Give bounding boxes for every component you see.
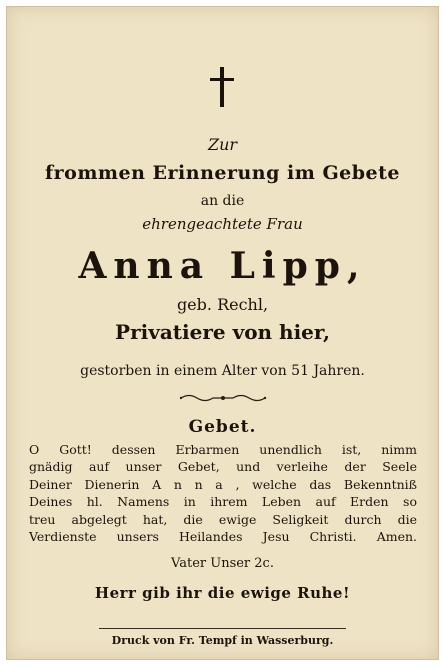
cross-icon: [7, 67, 438, 111]
divider-line: [99, 628, 346, 629]
maiden-name: geb. Rechl,: [176, 295, 269, 314]
text-ehrengeachtete-frau: ehrengeachtete Frau: [142, 215, 303, 233]
occupation: Privatiere von hier,: [115, 320, 330, 344]
prayer-line: O Gott! dessen Erbarmen unendlich ist, nimm: [29, 442, 417, 457]
text-an-die: an die: [200, 193, 245, 209]
age-at-death: gestorben in einem Alter von 51 Jahren.: [80, 363, 365, 379]
prayer-line: treu abgelegt hat, die ewige Seligkeit durch die: [29, 511, 417, 527]
heading-frommen-erinnerung: frommen Erinnerung im Gebete: [44, 162, 401, 184]
printer-credit: Druck von Fr. Tempf in Wasserburg.: [111, 634, 334, 647]
prayer-line: Verdienste unsers Heilandes Jesu Christi. Amen.: [29, 528, 417, 544]
heading-zur: Zur: [207, 135, 238, 154]
prayer-line: gnädig auf unser Gebet, und verleihe der Seele: [29, 459, 417, 475]
ornament-divider: [179, 393, 267, 403]
vater-unser: Vater Unser 2c.: [171, 556, 274, 571]
closing-prayer: Herr gib ihr die ewige Ruhe!: [94, 584, 351, 602]
prayer-text: [29, 441, 417, 545]
prayer-line: Deiner Dienerin A n n a , welche das Bekenntniß: [29, 476, 417, 492]
deceased-name: Anna Lipp,: [78, 245, 367, 287]
prayer-line: Deines hl. Namens in ihrem Leben auf Erden so: [29, 494, 417, 510]
memorial-card: [6, 6, 439, 660]
prayer-title: Gebet.: [188, 417, 257, 437]
